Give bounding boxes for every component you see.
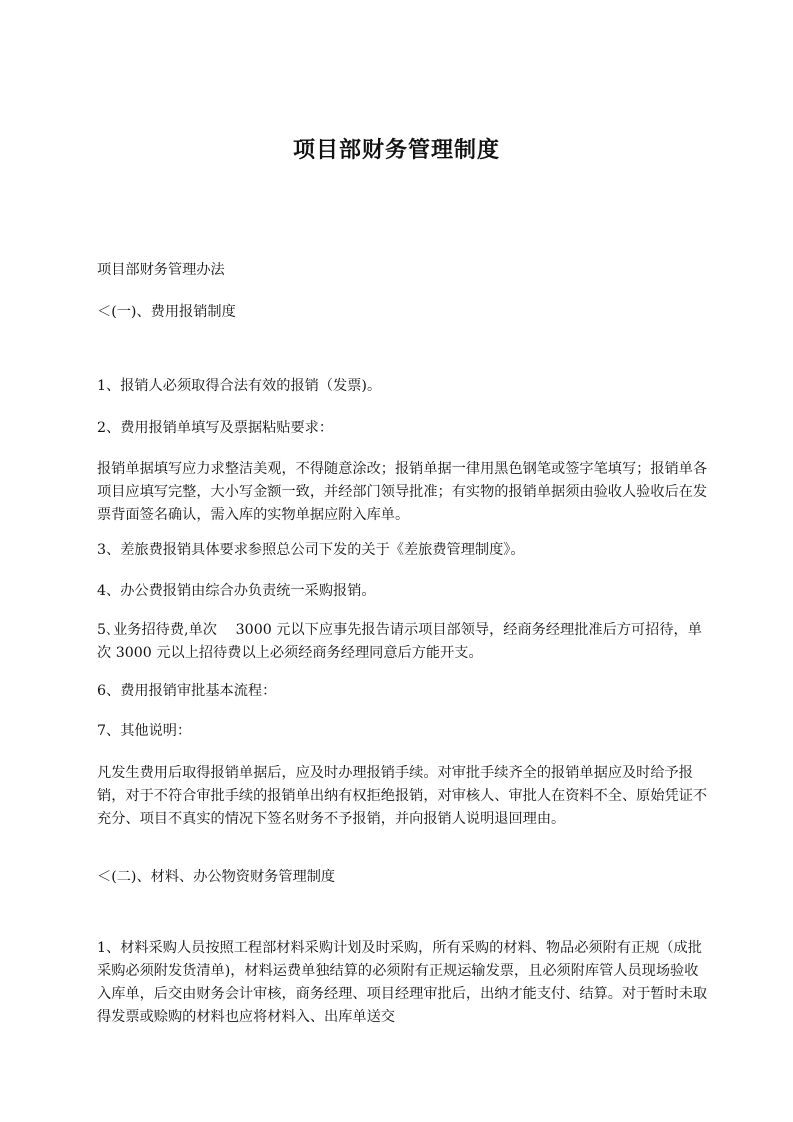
list-item-4: 4、办公费报销由综合办负责统一采购报销。 <box>97 583 376 599</box>
document-title: 项目部财务管理制度 <box>292 138 500 163</box>
list-item-6: 6、费用报销审批基本流程： <box>97 683 277 699</box>
body-paragraph-other-notes: 凡发生费用后取得报销单据后，应及时办理报销手续。对审批手续齐全的报销单据应及时给予报销，对于不符合审批手续的报销单出纳有权拒绝报销，对审核人、审批人在资料不全、原始凭证不充分、项目不真实的情况下签名财务不予报销，并向报销人说明退回理由。 <box>97 765 708 827</box>
body-paragraph-receipts: 报销单据填写应力求整洁美观，不得随意涂改；报销单据一律用黑色钢笔或签字笔填写；报销单各项目应填写完整，大小写金额一致，并经部门领导批准；有实物的报销单据须由验收人验收后在发票背面签名确认，需入库的实物单据应附入库单。 <box>97 461 708 523</box>
subtitle-paragraph: 项目部财务管理办法 <box>97 262 225 278</box>
list-item-3: 3、差旅费报销具体要求参照总公司下发的关于《差旅费管理制度》。 <box>97 542 525 558</box>
section-heading-1: ＜(一)、费用报销制度 <box>97 304 236 320</box>
body-paragraph-materials: 1、材料采购人员按照工程部材料采购计划及时采购，所有采购的材料、物品必须附有正规（成批采购必须附发货清单)，材料运费单独结算的必须附有正规运输发票，且必须附库管人员现场验收入库单，后交由财务会计审核，商务经理、项目经理审批后，出纳才能支付、结算。对于暂时未取得发票或赊购的材料也应将材料入、出库单送交 <box>97 940 708 1025</box>
section-heading-2: ＜(二)、材料、办公物资财务管理制度 <box>97 869 336 885</box>
list-item-2: 2、费用报销单填写及票据粘贴要求： <box>97 420 334 436</box>
list-item-1: 1、报销人必须取得合法有效的报销（发票)。 <box>97 378 382 394</box>
list-item-7: 7、其他说明： <box>97 723 192 739</box>
list-item-5: 5､业务招待费,单次 3000 元以下应事先报告请示项目部领导，经商务经理批准后方可招待，单次 3000 元以上招待费以上必须经商务经理同意后方能开支。 <box>97 622 702 661</box>
